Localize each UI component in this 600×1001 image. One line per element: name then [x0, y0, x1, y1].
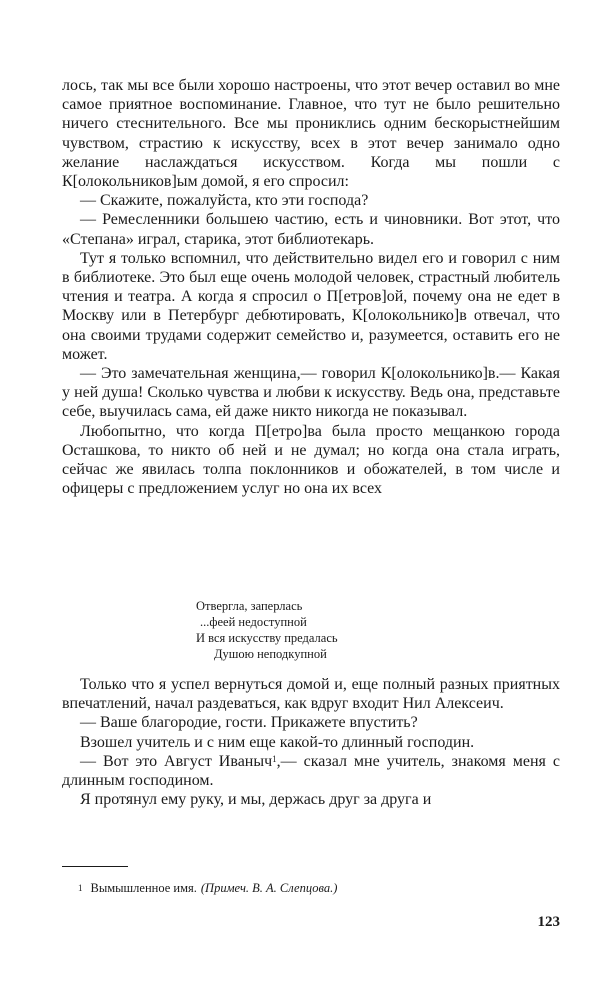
footnote-divider: [62, 866, 128, 867]
paragraph: Любопытно, что когда П[етро]ва была просто мещанкою города Осташкова, то никто об ней и не думал; но когда она стала играть, сейчас же явилась толпа поклонников и обожателей, в том числе и офицеры с предложением услуг но она их всех: [62, 422, 560, 498]
paragraph: — Скажите, пожалуйста, кто эти господа?: [80, 192, 369, 210]
paragraph: лось, так мы все были хорошо настроены, что этот вечер оставил во мне самое приятное воспоминание. Главное, что тут не было решительно ничего стеснительного. Все мы прониклись одним бескорыстнейшим чувством, страстию к искусству, всех в этот вечер занимало одно желание наслаждаться искусством. Когда мы пошли с К[олокольников]ым домой, я его спросил:: [62, 77, 560, 191]
main-text-block: [62, 76, 560, 498]
footnote-text: Вымышленное имя.: [90, 881, 197, 895]
footnote-reference: 1: [272, 753, 277, 764]
paragraph: — Ремесленники большею частию, есть и чиновники. Вот этот, что «Степана» играл, старика, этот библиотекарь.: [62, 211, 560, 248]
paragraph: — Это замечательная женщина,— говорил К[олокольнико]в.— Какая у ней душа! Сколько чувства и любви к искусству. Ведь она, представьте себе, выучилась сама, ей даже никто никогда не показывал.: [62, 365, 560, 421]
paragraph: Я протянул ему руку, и мы, держась друг за друга и: [80, 791, 432, 809]
paragraph: — Ваше благородие, гости. Прикажете впустить?: [80, 714, 418, 732]
paragraph-text: — Вот это Август Иваныч: [80, 752, 273, 770]
paragraph: Только что я успел вернуться домой и, еще полный разных приятных впечатлений, начал раздеваться, как вдруг входит Нил Алексеич.: [62, 676, 560, 713]
paragraph-with-footnote: [62, 752, 560, 790]
verse-line: И вся искусству предалась: [196, 631, 338, 645]
paragraph: Тут я только вспомнил, что действительно видел его и говорил с ним в библиотеке. Это был еще очень молодой человек, страстный любитель чтения и театра. А когда я спросил о П[етров]ой, почему она не едет в Москву или в Петербург дебютировать, К[олокольнико]в отвечал, что она своими трудами содержит семейство и, разумеется, оставить его не может.: [62, 249, 560, 363]
footnote-attribution: (Примеч. В. А. Слепцова.): [200, 881, 338, 895]
verse-line: ...феей недоступной: [200, 615, 307, 629]
continued-text-block: [62, 675, 560, 809]
paragraph-text: ,— сказал мне учитель, знакомя меня с длинным господином.: [62, 752, 560, 790]
verse-line: Душою неподкупной: [214, 647, 327, 661]
footnote: [78, 880, 337, 896]
verse-quote: [196, 598, 338, 662]
page-number: 123: [537, 914, 560, 930]
paragraph: Взошел учитель и с ним еще какой-то длинный господин.: [80, 733, 475, 751]
footnote-marker: 1: [78, 883, 83, 893]
verse-line: Отвергла, заперлась: [196, 599, 303, 613]
